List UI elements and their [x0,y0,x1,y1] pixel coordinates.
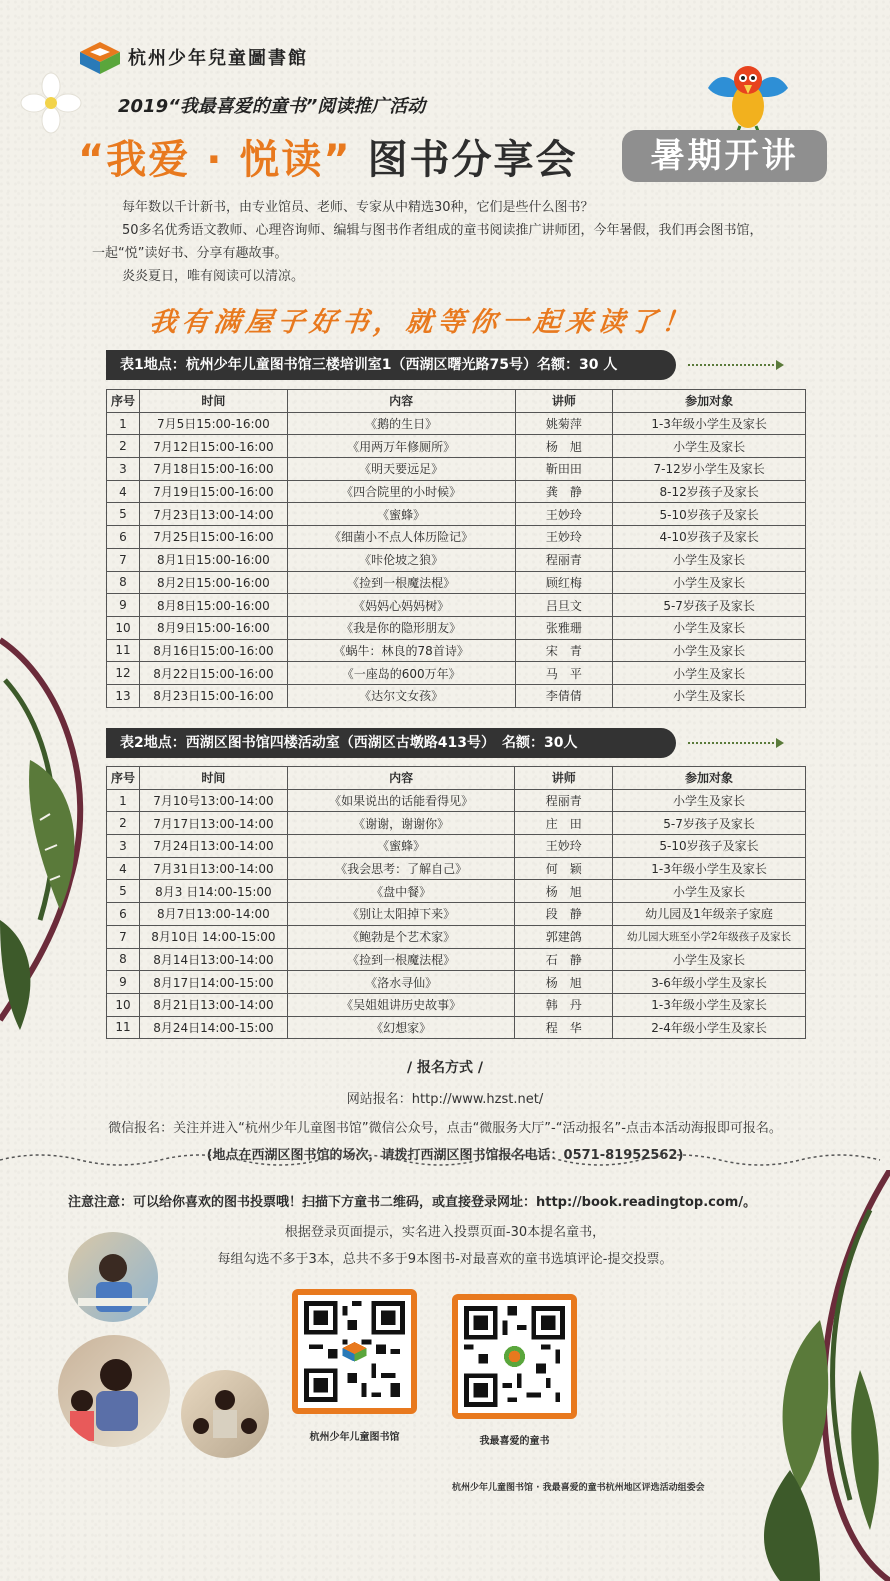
table-cell: 4 [107,857,140,880]
column-header: 内容 [287,767,515,790]
table-cell: 7 [107,548,140,571]
table-row [107,880,806,903]
table-cell: 《蜜蜂》 [287,835,515,858]
table-cell: 7月18日15:00-16:00 [139,458,287,481]
table-cell: 龚 静 [515,480,613,503]
table-header-row [107,767,806,790]
leaf-decoration-left [0,620,110,1040]
table-cell: 段 静 [515,903,613,926]
table-row [107,616,806,639]
table-cell: 1-3年级小学生及家长 [613,412,806,435]
table-row [107,835,806,858]
table-cell: 8月22日15:00-16:00 [139,662,287,685]
table-cell: 《蜜蜂》 [287,503,515,526]
table-cell: 《鲍勃是个艺术家》 [287,925,515,948]
table-row [107,857,806,880]
table-row [107,548,806,571]
table-cell: 7月24日13:00-14:00 [139,835,287,858]
table-cell: 5-7岁孩子及家长 [613,594,806,617]
vote-instruction-2: 每组勾选不多于3本，总共不多于9本图书-对最喜欢的童书选填评论-提交投票。 [217,1252,673,1267]
column-header: 参加对象 [613,390,806,413]
table-cell: 7月17日13:00-14:00 [139,812,287,835]
table-cell: 1 [107,412,140,435]
registration-wechat: 微信报名：关注并进入“杭州少年儿童图书馆”微信公众号，点击“微服务大厅”-“活动报名”-点击本活动海报即可报名。 [108,1121,782,1136]
table-cell: 杨 旭 [515,435,613,458]
table-cell: 8月2日15:00-16:00 [139,571,287,594]
summer-badge: 暑期开讲 [622,130,827,182]
table-cell: 9 [107,594,140,617]
registration-website: 网站报名：http://www.hzst.net/ [346,1092,544,1107]
table-cell: 《谢谢，谢谢你》 [287,812,515,835]
footer-organizer: 杭州少年儿童图书馆 · 我最喜爱的童书杭州地区评选活动组委会 [452,1483,705,1493]
table-row [107,526,806,549]
table-cell: 小学生及家长 [613,639,806,662]
table-cell: 韩 丹 [515,993,613,1016]
table-cell: 《吴姐姐讲历史故事》 [287,993,515,1016]
table-row [107,412,806,435]
table-cell: 8月24日14:00-15:00 [139,1016,287,1039]
event-title [78,128,578,185]
table-cell: 小学生及家长 [613,571,806,594]
table-cell: 3 [107,458,140,481]
photo-classroom [181,1370,269,1458]
table-row [107,662,806,685]
table-cell: 小学生及家长 [613,435,806,458]
schedule-table-1 [106,389,806,708]
intro-paragraph-1: 每年数以千计新书，由专业馆员、老师、专家从中精选30种，它们是些什么图书？ [122,200,594,215]
table-cell: 8月16日15:00-16:00 [139,639,287,662]
table-cell: 5-10岁孩子及家长 [613,835,806,858]
qr-code-favorite-books[interactable] [452,1294,577,1419]
table-cell: 小学生及家长 [613,616,806,639]
column-header: 时间 [139,767,287,790]
table-cell: 何 颖 [515,857,613,880]
table-cell: 王妙玲 [515,835,613,858]
column-header: 序号 [107,767,140,790]
event-subtitle: 2019“我最喜爱的童书”阅读推广活动 [118,96,426,117]
event-title-rest: 图书分享会 [367,137,578,183]
table-cell: 《洛水寻仙》 [287,971,515,994]
table-cell: 5 [107,503,140,526]
table-cell: 8月17日14:00-15:00 [139,971,287,994]
table-cell: 10 [107,993,140,1016]
table-cell: 1 [107,789,140,812]
table-row [107,435,806,458]
table-cell: 7月12日15:00-16:00 [139,435,287,458]
table-cell: 8月10日 14:00-15:00 [139,925,287,948]
table-cell: 张雅珊 [515,616,613,639]
table-cell: 8 [107,571,140,594]
table-cell: 8月1日15:00-16:00 [139,548,287,571]
table-cell: 石 静 [515,948,613,971]
table-cell: 幼儿园及1年级亲子家庭 [613,903,806,926]
table-cell: 5-10岁孩子及家长 [613,503,806,526]
table-cell: 8月23日15:00-16:00 [139,684,287,707]
table-cell: 《捡到一根魔法棍》 [287,571,515,594]
table-cell: 8 [107,948,140,971]
vote-notice: 注意注意：可以给你喜欢的图书投票哦！扫描下方童书二维码，或直接登录网址：http://book.readingtop.com/。 [68,1195,757,1210]
table-cell: 郭建鸽 [515,925,613,948]
table-cell: 《四合院里的小时候》 [287,480,515,503]
table-cell: 庄 田 [515,812,613,835]
table-cell: 幼儿园大班至小学2年级孩子及家长 [613,925,806,948]
table-cell: 7月10号13:00-14:00 [139,789,287,812]
table-cell: 《细菌小不点人体历险记》 [287,526,515,549]
org-name: 杭州少年兒童圖書館 [128,48,308,69]
table-cell: 吕旦文 [515,594,613,617]
column-header: 参加对象 [613,767,806,790]
table-row [107,925,806,948]
table-cell: 6 [107,526,140,549]
table-cell: 姚菊萍 [515,412,613,435]
column-header: 讲师 [515,390,613,413]
table-row [107,458,806,481]
table-cell: 8月3 日14:00-15:00 [139,880,287,903]
table-cell: 顾红梅 [515,571,613,594]
column-header: 讲师 [515,767,613,790]
table-cell: 小学生及家长 [613,548,806,571]
arrow-decoration [688,360,788,370]
parrot-mascot-icon [700,58,796,138]
table-cell: 7月23日13:00-14:00 [139,503,287,526]
table-cell: 《蜗牛：林良的78首诗》 [287,639,515,662]
table-cell: 1-3年级小学生及家长 [613,993,806,1016]
photo-child-reading [68,1232,158,1322]
table1-location-header: 表1地点：杭州少年儿童图书馆三楼培训室1（西湖区曙光路75号）名额：30 人 [106,350,676,380]
table-row [107,903,806,926]
table-cell: 10 [107,616,140,639]
intro-paragraph-2: 50多名优秀语文教师、心理咨询师、编辑与图书作者组成的童书阅读推广讲师团，今年暑假，我们再会图书馆， [122,223,763,238]
table-row [107,571,806,594]
table-cell: 13 [107,684,140,707]
table-cell: 8月8日15:00-16:00 [139,594,287,617]
table-cell: 《盘中餐》 [287,880,515,903]
vote-instruction-1: 根据登录页面提示，实名进入投票页面-30本提名童书， [284,1225,606,1240]
table-cell: 8月14日13:00-14:00 [139,948,287,971]
table-cell: 李倩倩 [515,684,613,707]
registration-title: / 报名方式 / [407,1060,483,1076]
table-cell: 5 [107,880,140,903]
table-cell: 《用两万年修厕所》 [287,435,515,458]
table-cell: 马 平 [515,662,613,685]
intro-paragraph-3: 炎炎夏日，唯有阅读可以清凉。 [122,269,305,284]
table2-location-header: 表2地点：西湖区图书馆四楼活动室（西湖区古墩路413号） 名额：30人 [106,728,676,758]
qr-label-favorite-books: 我最喜爱的童书 [479,1436,550,1447]
table-cell: 8-12岁孩子及家长 [613,480,806,503]
table-cell: 程 华 [515,1016,613,1039]
table-cell: 小学生及家长 [613,948,806,971]
table-row [107,503,806,526]
arrow-decoration [688,738,788,748]
table-cell: 小学生及家长 [613,662,806,685]
table-cell: 5-7岁孩子及家长 [613,812,806,835]
qr-code-icon [304,1301,405,1402]
table-row [107,594,806,617]
table-cell: 4-10岁孩子及家长 [613,526,806,549]
event-title-highlight: “我爱 · 悦读” [78,137,352,183]
slogan: 我有满屋子好书，就等你一起来读了！ [148,307,696,338]
table-cell: 程丽青 [515,548,613,571]
table-cell: 靳田田 [515,458,613,481]
table-cell: 杨 旭 [515,880,613,903]
library-logo-icon [78,40,122,76]
table-cell: 《我会思考：了解自己》 [287,857,515,880]
table-cell: 3-6年级小学生及家长 [613,971,806,994]
qr-code-icon [464,1306,565,1407]
table-row [107,789,806,812]
table-cell: 《咔伦坡之狼》 [287,548,515,571]
table-row [107,1016,806,1039]
table-cell: 12 [107,662,140,685]
table-cell: 小学生及家长 [613,789,806,812]
table-cell: 2 [107,812,140,835]
flower-icon [20,72,82,134]
table-cell: 7月5日15:00-16:00 [139,412,287,435]
table-cell: 王妙玲 [515,526,613,549]
table-cell: 《如果说出的话能看得见》 [287,789,515,812]
schedule-table-2 [106,766,806,1039]
table-cell: 《我是你的隐形朋友》 [287,616,515,639]
qr-label-library: 杭州少年儿童图书馆 [309,1432,400,1443]
wave-divider [0,1150,890,1170]
table-cell: 杨 旭 [515,971,613,994]
table-cell: 宋 青 [515,639,613,662]
table-cell: 11 [107,1016,140,1039]
table-cell: 《达尔文女孩》 [287,684,515,707]
table-cell: 程丽青 [515,789,613,812]
table-cell: 4 [107,480,140,503]
column-header: 时间 [139,390,287,413]
intro-paragraph-2-cont: 一起“悦”读好书、分享有趣故事。 [92,246,288,261]
table-cell: 8月21日13:00-14:00 [139,993,287,1016]
column-header: 序号 [107,390,140,413]
table-cell: 《妈妈心妈妈树》 [287,594,515,617]
table-cell: 7月31日13:00-14:00 [139,857,287,880]
table-row [107,993,806,1016]
table-cell: 2 [107,435,140,458]
column-header: 内容 [287,390,515,413]
table-row [107,480,806,503]
table-cell: 《捡到一根魔法棍》 [287,948,515,971]
table-cell: 《别让太阳掉下来》 [287,903,515,926]
table-row [107,948,806,971]
photo-teacher-children [58,1335,170,1447]
table-cell: 3 [107,835,140,858]
table-cell: 小学生及家长 [613,880,806,903]
table-cell: 小学生及家长 [613,684,806,707]
table-row [107,684,806,707]
table-cell: 1-3年级小学生及家长 [613,857,806,880]
table-cell: 6 [107,903,140,926]
table-cell: 《一座岛的600万年》 [287,662,515,685]
table-cell: 《鹅的生日》 [287,412,515,435]
table-cell: 7月19日15:00-16:00 [139,480,287,503]
registration-note: (地点在西湖区图书馆的场次，请拨打西湖区图书馆报名电话：0571-81952562) [206,1148,684,1163]
table-cell: 8月9日15:00-16:00 [139,616,287,639]
table-cell: 2-4年级小学生及家长 [613,1016,806,1039]
table-row [107,812,806,835]
table-row [107,639,806,662]
table-cell: 9 [107,971,140,994]
table-cell: 王妙玲 [515,503,613,526]
table-cell: 7月25日15:00-16:00 [139,526,287,549]
qr-code-library[interactable] [292,1289,417,1414]
table-cell: 11 [107,639,140,662]
table-cell: 7-12岁小学生及家长 [613,458,806,481]
table-cell: 7 [107,925,140,948]
table-cell: 《幻想家》 [287,1016,515,1039]
table-header-row [107,390,806,413]
table-row [107,971,806,994]
table-cell: 8月7日13:00-14:00 [139,903,287,926]
table-cell: 《明天要远足》 [287,458,515,481]
